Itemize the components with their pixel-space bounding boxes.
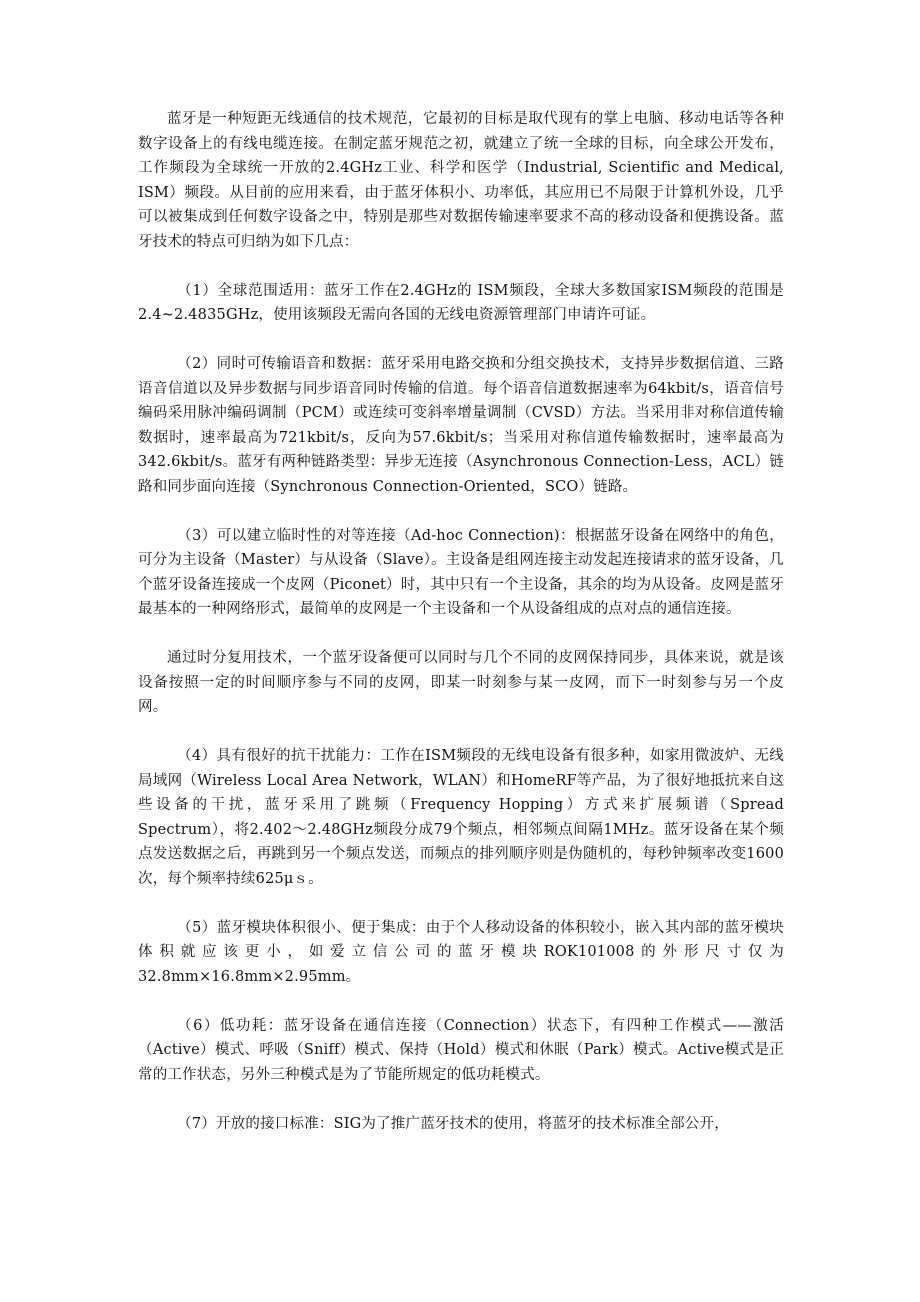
feature-6-paragraph: （6）低功耗：蓝牙设备在通信连接（Connection）状态下，有四种工作模式——激活（Active）模式、呼吸（Sniff）模式、保持（Hold）模式和休眠（Park）模式。Active模式是正常的工作状态，另外三种模式是为了节能所规定的低功耗模式。 bbox=[138, 1017, 784, 1083]
feature-7-paragraph: （7）开放的接口标准：SIG为了推广蓝牙技术的使用，将蓝牙的技术标准全部公开， bbox=[177, 1115, 729, 1132]
time-division-paragraph: 通过时分复用技术，一个蓝牙设备便可以同时与几个不同的皮网保持同步，具体来说，就是该设备按照一定的时间顺序参与不同的皮网，即某一时刻参与某一皮网，而下一时刻参与另一个皮网。 bbox=[138, 650, 784, 715]
feature-2-paragraph: （2）同时可传输语音和数据：蓝牙采用电路交换和分组交换技术，支持异步数据信道、三路语音信道以及异步数据与同步语音同时传输的信道。每个语音信道数据速率为64kbit/s，语音信号编码采用脉冲编码调制（PCM）或连续可变斜率增量调制（CVSD）方法。当采用非对称信道传输数据时，速率最高为721kbit/s，反向为57.6kbit/s；当采用对称信道传输数据时，速率最高为342.6kbit/s。蓝牙有两种链路类型：异步无连接（Asynchronous Connection-Less，ACL）链路和同步面向连接（Synchronous Connection-Oriented，SCO）链路。 bbox=[138, 356, 784, 495]
feature-4-paragraph: （4）具有很好的抗干扰能力：工作在ISM频段的无线电设备有很多种，如家用微波炉、无线局域网（Wireless Local Area Network，WLAN）和HomeRF等产品，为了很好地抵抗来自这些设备的干扰，蓝牙采用了跳频（Frequency Hopping）方式来扩展频谱（Spread Spectrum），将2.402～2.48GHz频段分成79个频点，相邻频点间隔1MHz。蓝牙设备在某个频点发送数据之后，再跳到另一个频点发送，而频点的排列顺序则是伪随机的，每秒钟频率改变1600次，每个频率持续625μｓ。 bbox=[138, 748, 784, 887]
intro-paragraph: 蓝牙是一种短距无线通信的技术规范，它最初的目标是取代现有的掌上电脑、移动电话等各种数字设备上的有线电缆连接。在制定蓝牙规范之初，就建立了统一全球的目标，向全球公开发布，工作频段为全球统一开放的2.4GHz工业、科学和医学（Industrial, Scientific and Medical, ISM）频段。从目前的应用来看，由于蓝牙体积小、功率低，其应用已不局限于计算机外设，几乎可以被集成到任何数字设备之中，特别是那些对数据传输速率要求不高的移动设备和便携设备。蓝牙技术的特点可归纳为如下几点： bbox=[138, 111, 784, 250]
feature-1-paragraph: （1）全球范围适用：蓝牙工作在2.4GHz的 ISM频段，全球大多数国家ISM频段的范围是2.4~2.4835GHz，使用该频段无需向各国的无线电资源管理部门申请许可证。 bbox=[138, 282, 784, 323]
feature-3-paragraph: （3）可以建立临时性的对等连接（Ad-hoc Connection)：根据蓝牙设备在网络中的角色，可分为主设备（Master）与从设备（Slave）。主设备是组网连接主动发起连接请求的蓝牙设备，几个蓝牙设备连接成一个皮网（Piconet）时，其中只有一个主设备，其余的均为从设备。皮网是蓝牙最基本的一种网络形式，最简单的皮网是一个主设备和一个从设备组成的点对点的通信连接。 bbox=[138, 527, 784, 617]
feature-5-paragraph: （5）蓝牙模块体积很小、便于集成：由于个人移动设备的体积较小，嵌入其内部的蓝牙模块体积就应该更小，如爱立信公司的蓝牙模块ROK101008的外形尺寸仅为32.8mm×16.8mm×2.95mm。 bbox=[138, 919, 784, 985]
document-body bbox=[138, 107, 784, 1161]
